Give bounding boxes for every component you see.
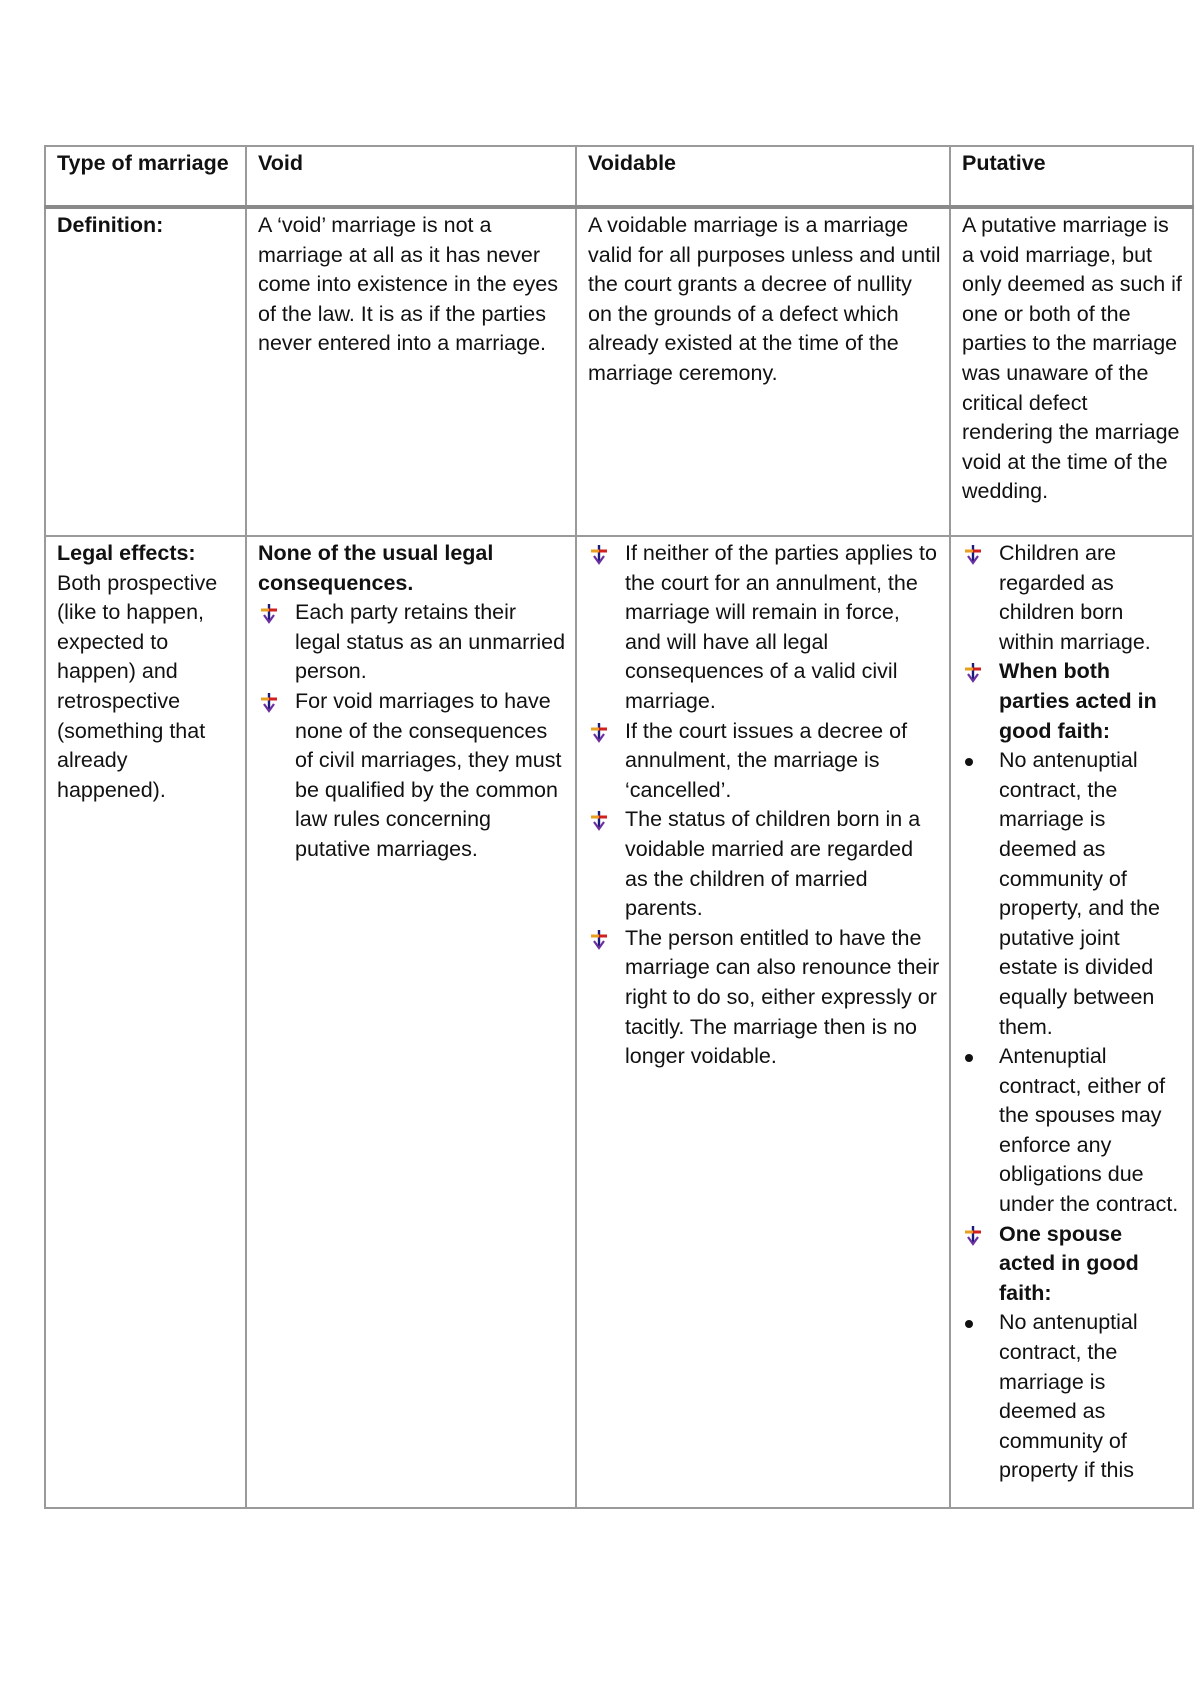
- void-effects-list: [258, 598, 567, 864]
- legal-effects-note: Both prospective (like to happen, expected to happen) and retrospective (something that already happened).: [57, 570, 218, 802]
- list-item-text: If the court issues a decree of annulment, the marriage is ‘cancelled’.: [625, 718, 908, 802]
- definition-label: Definition:: [45, 207, 246, 536]
- list-item: [962, 539, 1184, 657]
- void-effects-heading: None of the usual legal consequences.: [258, 541, 494, 595]
- legal-effects-row: [45, 536, 1193, 1508]
- bullet-item-text: Antenuptial contract, either of the spouses may enforce any obligations due under the contract.: [999, 1044, 1179, 1217]
- header-voidable: Voidable: [576, 146, 950, 207]
- voidable-effects-list: [588, 539, 941, 1072]
- bullet-item-text: No antenuptial contract, the marriage is deemed as community of property, and the putative joint estate is divided equally between them.: [999, 748, 1160, 1039]
- voidable-definition: A voidable marriage is a marriage valid for all purposes unless and until the court grants a decree of nullity on the grounds of a defect which already existed at the time of the marriage ceremony.: [576, 207, 950, 536]
- void-legal-effects: [246, 536, 576, 1508]
- list-item-text: For void marriages to have none of the consequences of civil marriages, they must be qualified by the common law rules concerning putative marriages.: [295, 688, 562, 861]
- list-item-text: The status of children born in a voidable married are regarded as the children of married parents.: [625, 807, 921, 921]
- putative-definition: A putative marriage is a void marriage, but only deemed as such if one or both of the parties to the marriage was unaware of the critical defect rendering the marriage void at the time of the wedding.: [950, 207, 1193, 536]
- header-void: Void: [246, 146, 576, 207]
- header-putative: Putative: [950, 146, 1193, 207]
- list-item-heading: One spouse acted in good faith:: [999, 1221, 1139, 1305]
- bullet-item: [962, 746, 1184, 1042]
- list-item: [588, 717, 941, 806]
- header-type-of-marriage: Type of marriage: [45, 146, 246, 207]
- void-definition: A ‘void’ marriage is not a marriage at all as it has never come into existence in the eyes of the law. It is as if the parties never entered into a marriage.: [246, 207, 576, 536]
- list-item-heading: When both parties acted in good faith:: [999, 659, 1157, 743]
- arrow-down-icon: [588, 809, 610, 831]
- list-item-text: The person entitled to have the marriage can also renounce their right to do so, either expressly or tacitly. The marriage then is no longer voidable.: [625, 925, 940, 1069]
- putative-legal-effects: [950, 536, 1193, 1508]
- table-header-row: [45, 146, 1193, 207]
- bullet-dot-icon: [965, 1320, 973, 1328]
- list-item-text: If neither of the parties applies to the court for an annulment, the marriage will remain in force, and will have all legal consequences of a valid civil marriage.: [625, 541, 937, 713]
- arrow-down-icon: [258, 602, 280, 624]
- list-item-text: Each party retains their legal status as an unmarried person.: [295, 600, 566, 684]
- arrow-down-icon: [588, 543, 610, 565]
- list-item: [588, 805, 941, 923]
- bullet-dot-icon: [965, 758, 973, 766]
- list-item: [588, 539, 941, 717]
- list-item: [962, 1220, 1184, 1309]
- list-item-text: Children are regarded as children born within marriage.: [999, 541, 1151, 654]
- bullet-item-text: No antenuptial contract, the marriage is deemed as community of property if this: [999, 1310, 1138, 1483]
- arrow-down-icon: [962, 661, 984, 683]
- marriage-types-table: [44, 145, 1194, 1509]
- bullet-item: [962, 1308, 1184, 1486]
- arrow-down-icon: [588, 721, 610, 743]
- arrow-down-icon: [258, 691, 280, 713]
- arrow-down-icon: [962, 543, 984, 565]
- putative-effects-list: [962, 539, 1184, 1486]
- bullet-dot-icon: [965, 1054, 973, 1062]
- list-item: [588, 924, 941, 1072]
- legal-effects-label-cell: [45, 536, 246, 1508]
- arrow-down-icon: [962, 1224, 984, 1246]
- legal-effects-label: Legal effects:: [57, 541, 196, 565]
- definition-row: [45, 207, 1193, 536]
- list-item: [258, 598, 567, 687]
- list-item: [258, 687, 567, 865]
- voidable-legal-effects: [576, 536, 950, 1508]
- list-item: [962, 657, 1184, 746]
- bullet-item: [962, 1042, 1184, 1220]
- arrow-down-icon: [588, 928, 610, 950]
